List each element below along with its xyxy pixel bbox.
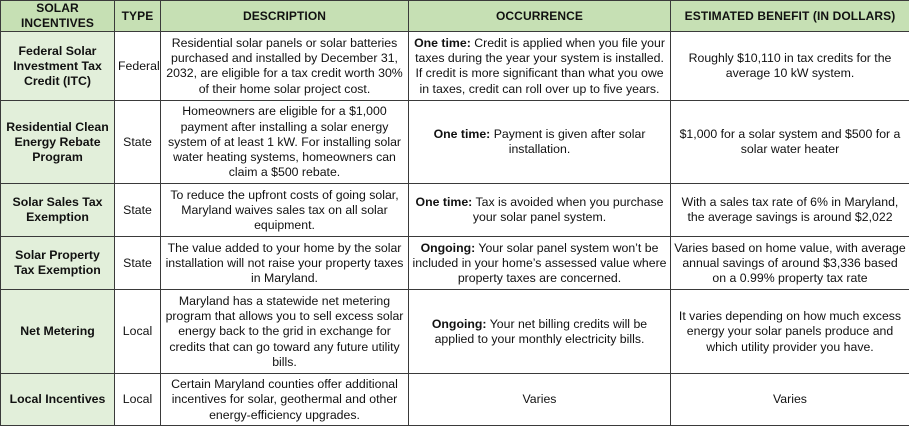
occurrence-text: Credit is applied when you file your taxes during the year your system is installed. If credit is more significant than what you owe in taxes, credit can roll over up to five years.: [415, 36, 665, 96]
header-benefit: ESTIMATED BENEFIT (IN DOLLARS): [671, 1, 909, 32]
occurrence-label: Ongoing:: [421, 241, 476, 255]
occurrence-label: One time:: [416, 195, 473, 209]
table-row: [1, 237, 909, 290]
incentive-occurrence: [409, 101, 671, 184]
incentive-description: Homeowners are eligible for a $1,000 payment after installing a solar energy system of at least 1 kW. For installing solar water heating systems, homeowners can claim a $500 rebate.: [161, 101, 409, 184]
incentive-name: Residential Clean Energy Rebate Program: [1, 101, 115, 184]
incentive-description: The value added to your home by the solar installation will not raise your property taxes in Maryland.: [161, 237, 409, 290]
incentive-occurrence: [409, 184, 671, 237]
incentive-description: Certain Maryland counties offer additional incentives for solar, geothermal and other energy-efficiency upgrades.: [161, 374, 409, 426]
incentive-name: Solar Property Tax Exemption: [1, 237, 115, 290]
incentive-description: Maryland has a statewide net metering program that allows you to sell excess solar energy back to the grid in exchange for credits that can go toward any future utility bills.: [161, 290, 409, 374]
occurrence-text: Tax is avoided when you purchase your solar panel system.: [472, 195, 663, 224]
table-row: [1, 290, 909, 374]
header-type: TYPE: [115, 1, 161, 32]
incentive-type: State: [115, 237, 161, 290]
table-row: [1, 374, 909, 426]
header-row: [1, 1, 909, 32]
incentive-benefit: Roughly $10,110 in tax credits for the average 10 kW system.: [671, 32, 909, 101]
incentive-benefit: It varies depending on how much excess energy your solar panels produce and which utility provider you have.: [671, 290, 909, 374]
occurrence-text: Payment is given after solar installation.: [490, 127, 645, 156]
incentive-description: To reduce the upfront costs of going solar, Maryland waives sales tax on all solar equipment.: [161, 184, 409, 237]
incentive-occurrence: [409, 32, 671, 101]
incentive-benefit: $1,000 for a solar system and $500 for a solar water heater: [671, 101, 909, 184]
occurrence-label: Ongoing:: [432, 317, 487, 331]
incentive-benefit: Varies: [671, 374, 909, 426]
table-row: [1, 101, 909, 184]
incentive-type: State: [115, 101, 161, 184]
incentive-occurrence: [409, 237, 671, 290]
incentive-name: Net Metering: [1, 290, 115, 374]
header-description: DESCRIPTION: [161, 1, 409, 32]
table-row: [1, 184, 909, 237]
occurrence-text: Your net billing credits will be applied to your monthly electricity bills.: [435, 317, 648, 346]
incentive-type: Local: [115, 290, 161, 374]
occurrence-text: Varies: [523, 392, 557, 406]
incentive-occurrence: [409, 290, 671, 374]
table-row: [1, 32, 909, 101]
incentive-occurrence: [409, 374, 671, 426]
incentive-description: Residential solar panels or solar batteries purchased and installed by December 31, 2032, are eligible for a tax credit worth 30% of their home solar project cost.: [161, 32, 409, 101]
occurrence-label: One time:: [414, 36, 471, 50]
incentive-benefit: With a sales tax rate of 6% in Maryland, the average savings is around $2,022: [671, 184, 909, 237]
incentive-type: State: [115, 184, 161, 237]
incentive-type: Local: [115, 374, 161, 426]
incentive-type: Federal: [115, 32, 161, 101]
incentive-benefit: Varies based on home value, with average annual savings of around $3,336 based on a 0.99% property tax rate: [671, 237, 909, 290]
header-incentive: SOLAR INCENTIVES: [1, 1, 115, 32]
occurrence-text: Your solar panel system won’t be included in your home’s assessed value where property taxes are concerned.: [412, 241, 666, 285]
incentive-name: Federal Solar Investment Tax Credit (ITC): [1, 32, 115, 101]
incentive-name: Solar Sales Tax Exemption: [1, 184, 115, 237]
occurrence-label: One time:: [434, 127, 491, 141]
incentive-name: Local Incentives: [1, 374, 115, 426]
header-occurrence: OCCURRENCE: [409, 1, 671, 32]
